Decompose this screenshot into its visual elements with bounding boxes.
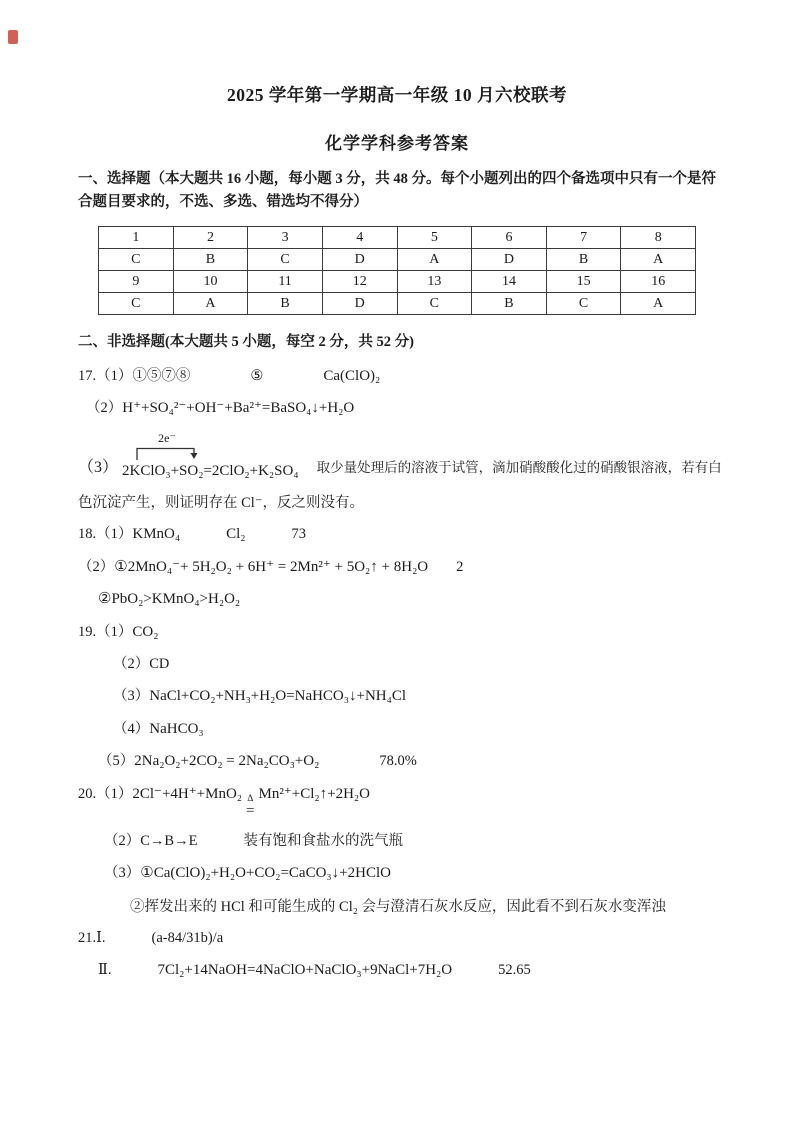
table-cell: D [322, 293, 397, 315]
q20-part3-label: （3） [104, 865, 141, 882]
q18-part2-equation: ①2MnO₄⁻+ 5H₂O₂ + 6H⁺ = 2Mn²⁺ + 5O₂↑ + 8H₂O [114, 558, 429, 575]
q21-row2-equation: 7Cl₂+14NaOH=4NaClO+NaClO₃+9NaCl+7H₂O [157, 962, 453, 979]
q19-part2-label: （2） [113, 656, 150, 673]
table-cell: 9 [99, 271, 174, 293]
q17-part1-answer-3: Ca(ClO)₂ [323, 367, 381, 384]
table-cell: 16 [621, 271, 696, 293]
table-cell: C [248, 249, 323, 271]
table-cell: 5 [397, 227, 472, 249]
q18-part1 [78, 525, 716, 545]
q17-part3-equation-block [122, 432, 299, 480]
table-cell: 13 [397, 271, 472, 293]
table-cell: B [546, 249, 621, 271]
q20-part3-line2: ②挥发出来的 HCl 和可能生成的 Cl₂ 会与澄清石灰水反应，因此看不到石灰水变浑浊 [130, 898, 666, 915]
delta-equals-sign [246, 795, 254, 820]
q19-part5-percentage: 78.0% [379, 753, 417, 770]
q21-roman-2: Ⅱ. [98, 962, 112, 979]
q21-roman-1: Ⅰ. [96, 930, 106, 947]
table-cell: 12 [322, 271, 397, 293]
table-cell: 8 [621, 227, 696, 249]
q17-part2-equation: H⁺+SO₄²⁻+OH⁻+Ba²⁺=BaSO₄↓+H₂O [122, 400, 355, 417]
page-title: 2025 学年第一学期高一年级 10 月六校联考 [226, 85, 568, 105]
q20-part3-line1 [104, 864, 716, 884]
q17-part3-note-line2: 色沉淀产生，则证明存在 Cl⁻，反之则没有。 [78, 494, 364, 511]
table-cell: 3 [248, 227, 323, 249]
section1-heading: 一、选择题（本大题共 16 小题，每小题 3 分，共 48 分。每个小题列出的四个备选项中只有一个是符合题目要求的，不选、多选、错选均不得分） [78, 171, 716, 211]
table-row [99, 293, 696, 315]
q18-part2-tail: 2 [456, 558, 464, 575]
q17-part1-answer-2: ⑤ [250, 367, 264, 384]
table-cell: 10 [173, 271, 248, 293]
q17-part3-equation: 2KClO₃+SO₂=2ClO₂+K₂SO₄ [122, 462, 299, 479]
q18-part2-line2: ②PbO₂>KMnO₄>H₂O₂ [98, 591, 241, 608]
table-cell: A [621, 293, 696, 315]
q19-part5-equation: 2Na₂O₂+2CO₂ = 2Na₂CO₃+O₂ [134, 753, 320, 770]
table-cell: A [173, 293, 248, 315]
q21-row2-tail: 52.65 [498, 962, 531, 979]
q20-part1-label: 20.（1） [78, 785, 133, 802]
q19-part1-answer: CO₂ [132, 623, 159, 640]
q20-part1-eq-left: 2Cl⁻+4H⁺+MnO₂ [132, 785, 243, 802]
q18-part1-answer-2: Cl₂ [226, 526, 246, 543]
q19-part4-answer: NaHCO₃ [149, 720, 204, 737]
q19-part4 [113, 720, 716, 740]
electron-transfer-annotation [132, 432, 202, 460]
q19-part2 [113, 655, 716, 674]
table-cell: 14 [472, 271, 547, 293]
q18-part1-answer-1: KMnO₄ [132, 526, 181, 543]
q19-part3-answer: NaCl+CO₂+NH₃+H₂O=NaHCO₃↓+NH₄Cl [149, 688, 407, 705]
q19-part2-answer: CD [149, 656, 170, 673]
q18-part2-line1 [78, 558, 716, 578]
table-cell: B [173, 249, 248, 271]
table-row [99, 249, 696, 271]
q19-part3 [113, 687, 716, 707]
q20-part2-answer-1: C→B→E [140, 833, 198, 850]
table-cell: 1 [99, 227, 174, 249]
q19-part5-label: （5） [98, 753, 135, 770]
table-row [99, 271, 696, 293]
q18-part1-answer-3: 73 [291, 526, 307, 543]
q20-part2-label: （2） [104, 833, 141, 850]
table-cell: D [472, 249, 547, 271]
q18-part2-label: （2） [78, 558, 115, 575]
electron-transfer-arrow-icon [132, 445, 202, 460]
q19-part3-label: （3） [113, 688, 150, 705]
equals-symbol: = [246, 803, 255, 820]
table-cell: 2 [173, 227, 248, 249]
q19-part5 [98, 752, 716, 772]
red-corner-mark [8, 30, 18, 44]
table-cell: C [546, 293, 621, 315]
q21-row1 [78, 929, 716, 948]
q19-part4-label: （4） [113, 720, 150, 737]
page-subtitle: 化学学科参考答案 [325, 134, 469, 153]
mc-answer-table-body [99, 227, 696, 315]
section2-heading: 二、非选择题(本大题共 5 小题，每空 2 分，共 52 分) [78, 334, 414, 351]
q17-part3-row [78, 430, 722, 480]
q18-part1-label: 18.（1） [78, 526, 133, 543]
table-cell: C [397, 293, 472, 315]
table-cell: C [99, 293, 174, 315]
q17-part3-note-line1: 取少量处理后的溶液于试管，滴加硝酸酸化过的硝酸银溶液，若有白 [316, 459, 722, 475]
q17-part2 [86, 399, 716, 419]
table-cell: A [621, 249, 696, 271]
q19-part1 [78, 623, 716, 643]
q17-part1 [78, 367, 716, 387]
table-cell: B [248, 293, 323, 315]
table-cell: C [99, 249, 174, 271]
q17-part1-answer-1: ①⑤⑦⑧ [132, 367, 191, 384]
table-cell: 6 [472, 227, 547, 249]
q21-label: 21. [78, 930, 97, 947]
q17-part2-label: （2） [86, 400, 123, 417]
table-row [99, 227, 696, 249]
q20-part1-eq-right: Mn²⁺+Cl₂↑+2H₂O [258, 785, 370, 802]
table-cell: 4 [322, 227, 397, 249]
q20-part2-answer-2: 装有饱和食盐水的洗气瓶 [243, 833, 403, 850]
q20-part1 [78, 785, 716, 820]
q21-row2 [98, 961, 716, 981]
delta-symbol: Δ [247, 793, 254, 804]
q19-part1-label: 19.（1） [78, 623, 133, 640]
q17-part1-label: 17.（1） [78, 367, 133, 384]
q21-row1-answer: (a-84/31b)/a [151, 930, 224, 947]
electron-count-label: 2e⁻ [158, 430, 176, 445]
table-cell: 7 [546, 227, 621, 249]
q17-part3-label: （3） [78, 458, 119, 476]
mc-answer-table [98, 226, 696, 315]
table-cell: 11 [248, 271, 323, 293]
q20-part2 [104, 832, 716, 851]
table-cell: A [397, 249, 472, 271]
table-cell: D [322, 249, 397, 271]
q20-part3-equation: ①Ca(ClO)₂+H₂O+CO₂=CaCO₃↓+2HClO [140, 865, 391, 882]
table-cell: B [472, 293, 547, 315]
table-cell: 15 [546, 271, 621, 293]
